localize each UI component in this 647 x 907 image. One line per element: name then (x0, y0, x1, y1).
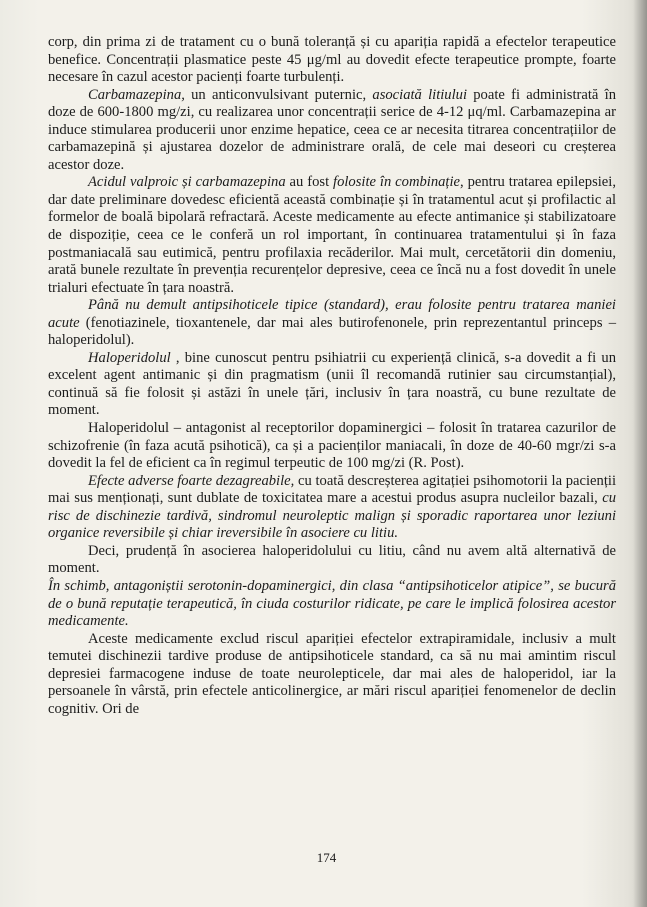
text-run: un anticonvulsivant puternic, (184, 86, 373, 103)
italic-run: Haloperidolul (88, 349, 171, 366)
paragraph (48, 350, 616, 420)
paragraph (48, 578, 616, 631)
paragraph (48, 174, 616, 297)
paragraph (48, 34, 616, 87)
paragraph (48, 87, 616, 175)
text-run: , pentru tratarea epilepsiei, dar date preliminare dovedesc eficientă această combinație și în tratamentul acut și profilactic al formelor de boală bipolară refractară. Aceste medicamente au efecte antimanice și stabilizatoare de dispoziție, ceea ce le conferă un rol important, în continuarea tratamentului și în faza postmaniacală sau eutimică, pentru profilaxia recăderilor. Mai mult, cercetătorii din domeniu, arată bunele rezultate în prevenția recurențelor depresive, ceea ce încă nu a fost dovedit în unele trialuri efectuate în țara noastră. (48, 174, 616, 296)
paragraph (48, 473, 616, 543)
page-number-text: 174 (316, 850, 337, 865)
text-run: cu toată descreșterea agitației psihomotorii la pacienții mai sus menționați, sunt dublate de toxicitatea mare a acestui produs asupra nucleilor bazali, (48, 472, 616, 507)
text-run: poate fi administrată în doze de 600-1800 mg/zi, cu realizarea unor concentrații serice de 4-12 μq/ml. Carbamazepina ar induce stimularea producerii unor enzime hepatice, ceea ce ar necesita titrarea concentrațiilor de carbamazepină și ajustarea dozelor de administrare orală, de cele mai deseori cu creșterea acestor doze. (48, 86, 616, 173)
text-run: corp, din prima zi de tratament cu o bună toleranță și cu apariția rapidă a efectelor terapeutice benefice. Concentrații plasmatice peste 45 μg/ml au dovedit efecte terapeutice prompte, foarte necesare în cazul acestor pacienți foarte turbulenți. (48, 34, 616, 86)
italic-run: Efecte adverse foarte dezagreabile, (88, 472, 295, 489)
italic-run: Până nu demult antipsihoticele tipice (standard), erau folosite pentru tratarea maniei acute (48, 297, 616, 331)
text-run: (fenotiazinele, tioxantenele, dar mai ales butirofenonele, prin reprezentantul princeps – haloperidolul). (48, 314, 616, 349)
text-run: Haloperidolul – antagonist al receptorilor dopaminergici – folosit în tratarea cazurilor de schizofrenie (în faza acută psihotică), ca și a pacienților maniacali, în doze de 40-60 mgr/zi s-a dovedit la fel de eficient ca în regimul terpeutic de 100 mg/zi (R. Post). (48, 420, 616, 472)
body-text (48, 34, 616, 718)
italic-run: Acidul valproic și carbamazepina (88, 174, 286, 191)
paragraph (48, 543, 616, 578)
italic-run: folosite în combinație (333, 174, 461, 191)
paragraph (48, 631, 616, 719)
text-run: au fost (285, 174, 334, 191)
italic-run: În schimb, antagoniștii serotonin-dopaminergici, din clasa “antipsihoticelor atipice”, se bucură de o bună reputație terapeutică, în ciuda costurilor ridicate, pe care le implică folosirea acestor medicamente. (48, 577, 616, 630)
paragraph (48, 420, 616, 473)
page-edge-shadow (633, 0, 647, 907)
italic-run: asociată litiului (372, 86, 468, 103)
page-number (0, 850, 647, 866)
text-run: Aceste medicamente exclud riscul apariției efectelor extrapiramidale, inclusiv a mult temutei dischinezii tardive produse de antipsihoticele standard, ca să nu mai amintim riscul depresiei farmacogene induse de toate neurolepticele, dar mai ales de haloperidol, iar la persoanele în vârstă, prin efectele anticolinergice, ar mări riscul apariției fenomenelor de declin cognitiv. Ori de (48, 630, 616, 717)
text-run: , bine cunoscut pentru psihiatrii cu experiență clinică, s-a dovedit a fi un excelent agent antimanic și din pragmatism (unii îl recomandă rutinier sau circumstanțial), continuă să fie folosit și astăzi în unele țări, inclusiv în țara noastră, cu bune rezultate de moment. (48, 349, 616, 419)
paragraph (48, 297, 616, 350)
italic-run: cu risc de dischinezie tardivă, sindromul neuroleptic malign și sporadic raportarea unor leziuni organice reversibile și chiar ireversibile în asociere cu litiu. (48, 490, 616, 542)
text-run: Deci, prudență în asocierea haloperidolului cu litiu, când nu avem altă alternativă de moment. (48, 542, 616, 577)
italic-run: Carbamazepina, (88, 86, 185, 103)
